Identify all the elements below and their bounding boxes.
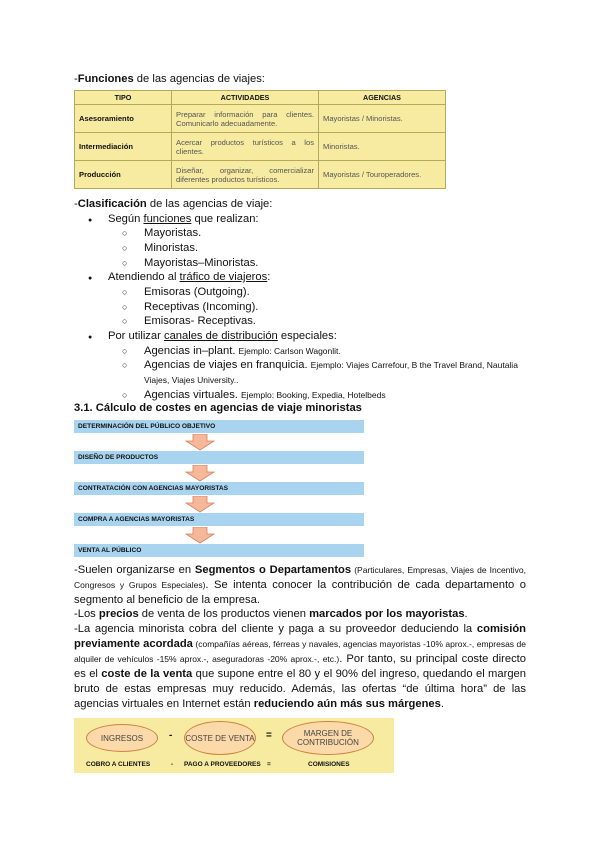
coste-venta-oval: COSTE DE VENTA [184, 721, 256, 755]
clasificacion-heading: -Clasificación de las agencias de viaje: [74, 198, 273, 210]
flow-step: CONTRATACIÓN CON AGENCIAS MAYORISTAS [74, 482, 364, 495]
list-item: Minoristas. [144, 242, 199, 254]
comisiones-label: COMISIONES [308, 761, 350, 768]
funciones-table [74, 90, 446, 189]
list-item: Emisoras- Receptivas. [144, 315, 256, 327]
bullet-trafico: Atendiendo al tráfico de viajeros: [108, 271, 271, 283]
list-item: Emisoras (Outgoing). [144, 286, 250, 298]
ingresos-oval: INGRESOS [86, 724, 158, 752]
funciones-heading: -Funciones de las agencias de viajes: [74, 73, 265, 85]
cell-tipo: Intermediación [75, 133, 172, 161]
cell-tipo: Asesoramiento [75, 105, 172, 133]
bullet-funciones: Según funciones que realizan: [108, 213, 259, 225]
cell-tipo: Producción [75, 161, 172, 189]
cell-agencias: Mayoristas / Touroperadores. [319, 161, 446, 189]
flow-step: DISEÑO DE PRODUCTOS [74, 451, 364, 464]
minus-sign: - [169, 730, 173, 741]
down-arrow-icon [183, 465, 217, 482]
bullet-canales: Por utilizar canales de distribución especiales: [108, 330, 337, 342]
cell-actividades: Preparar información para clientes. Comunicarlo adecuadamente. [172, 105, 319, 133]
paragraph-precios: -Los precios de venta de los productos vienen marcados por los mayoristas. [74, 608, 468, 620]
down-arrow-icon [183, 434, 217, 451]
flow-step: VENTA AL PÚBLICO [74, 544, 364, 557]
paragraph-comision: -La agencia minorista cobra del cliente y paga a su proveedor deduciendo la comisión previamente acordada (compañías aéreas, férreas y navales, agencias mayoristas -10% aprox.-, empresas de alquiler de vehículos -15% aprox.-, aseguradoras -20% aprox.-, etc.). Por tanto, su principal coste directo es el coste de la venta que supone entre el 80 y el 90% del ingreso, quedando el margen bruto de estas empresas muy reducido. Además, las ofertas “de última hora” de las agencias virtuales en Internet están reduciendo aún más sus márgenes. [74, 623, 527, 710]
table-row [75, 161, 446, 189]
cell-actividades: Diseñar, organizar, comercializar diferentes productos turísticos. [172, 161, 319, 189]
table-header-actividades: ACTIVIDADES [172, 91, 319, 105]
down-arrow-icon [183, 496, 217, 513]
flow-step: COMPRA A AGENCIAS MAYORISTAS [74, 513, 364, 526]
list-item: Mayoristas. [144, 227, 202, 239]
list-item: Mayoristas–Minoristas. [144, 257, 259, 269]
down-arrow-icon [183, 527, 217, 544]
list-item: Agencias de viajes en franquicia. Ejemplo: Viajes Carrefour, B the Travel Brand, Nautalia Viajes, Viajes University.. [144, 359, 518, 385]
list-item: Agencias in–plant. Ejemplo: Carlson Wagonlit. [144, 345, 341, 357]
cell-agencias: Minoristas. [319, 133, 446, 161]
table-header-tipo: TIPO [75, 91, 172, 105]
equals-sign: = [266, 730, 272, 741]
margen-oval: MARGEN DE CONTRIBUCIÓN [282, 721, 374, 755]
table-row [75, 133, 446, 161]
table-header-agencias: AGENCIAS [319, 91, 446, 105]
cell-actividades: Acercar productos turísticos a los clientes. [172, 133, 319, 161]
equals-sign-2: = [267, 761, 271, 768]
margin-equation-diagram [74, 718, 394, 773]
minus-sign-2: - [171, 761, 174, 768]
cobro-label: COBRO A CLIENTES [86, 761, 151, 768]
flow-step: DETERMINACIÓN DEL PÚBLICO OBJETIVO [74, 420, 364, 433]
list-item: Receptivas (Incoming). [144, 301, 259, 313]
table-row [75, 105, 446, 133]
section-title: 3.1. Cálculo de costes en agencias de viaje minoristas [74, 402, 362, 414]
cell-agencias: Mayoristas / Minoristas. [319, 105, 446, 133]
paragraph-segmentos: -Suelen organizarse en Segmentos o Departamentos (Particulares, Empresas, Viajes de Incentivo, Congresos y Grupos Especiales). Se intenta conocer la contribución de cada departamento o segmento al beneficio de la empresa. [74, 564, 526, 606]
list-item: Agencias virtuales. Ejemplo: Booking, Expedia, Hotelbeds [144, 389, 386, 401]
pago-label: PAGO A PROVEEDORES [184, 761, 261, 768]
